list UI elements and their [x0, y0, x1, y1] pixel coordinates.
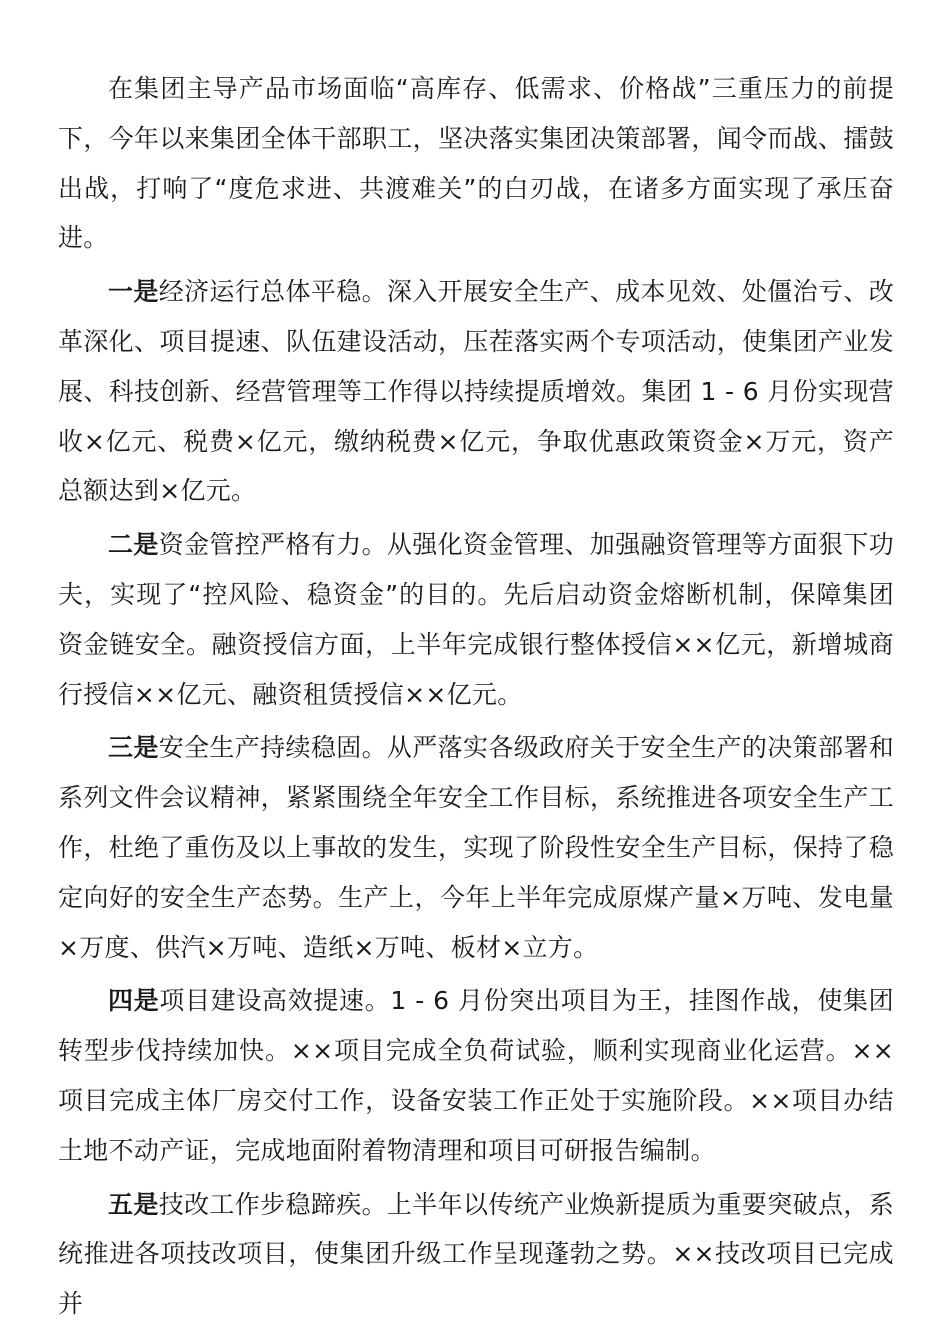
section-paragraph — [58, 723, 894, 972]
section-lead: 三是 — [108, 733, 159, 763]
section-lead: 二是 — [108, 530, 159, 560]
section-text: 技改工作步稳蹄疾。上半年以传统产业焕新提质为重要突破点，系统推进各项技改项目，使集团升级工作呈现蓬勃之势。××技改项目已完成并 — [58, 1189, 894, 1319]
section-paragraph — [58, 267, 894, 516]
intro-paragraph: 在集团主导产品市场面临“高库存、低需求、价格战”三重压力的前提下，今年以来集团全体干部职工，坚决落实集团决策部署，闻令而战、擂鼓出战，打响了“度危求进、共渡难关”的白刃战，在诸多方面实现了承压奋进。 — [58, 74, 894, 253]
section-paragraph — [58, 520, 894, 719]
document-body — [58, 64, 894, 1333]
section-paragraph — [58, 976, 894, 1175]
section-text: 项目建设高效提速。1 - 6 月份突出项目为王，挂图作战，使集团转型步伐持续加快。××项目完成全负荷试验，顺利实现商业化运营。××项目完成主体厂房交付工作，设备安装工作正处于实施阶段。××项目办结土地不动产证，完成地面附着物清理和项目可研报告编制。 — [58, 986, 894, 1165]
section-paragraph — [58, 1180, 894, 1329]
section-lead: 五是 — [108, 1189, 159, 1219]
section-text: 资金管控严格有力。从强化资金管理、加强融资管理等方面狠下功夫，实现了“控风险、稳资金”的目的。先后启动资金熔断机制，保障集团资金链安全。融资授信方面，上半年完成银行整体授信××亿元，新增城商行授信××亿元、融资租赁授信××亿元。 — [58, 530, 894, 709]
section-text: 经济运行总体平稳。深入开展安全生产、成本见效、处僵治亏、改革深化、项目提速、队伍建设活动，压茬落实两个专项活动，使集团产业发展、科技创新、经营管理等工作得以持续提质增效。集团 1 - 6 月份实现营收×亿元、税费×亿元，缴纳税费×亿元，争取优惠政策资金×万元，资产总额达到×亿元。 — [58, 277, 894, 506]
section-lead: 四是 — [108, 986, 160, 1016]
section-text: 安全生产持续稳固。从严落实各级政府关于安全生产的决策部署和系列文件会议精神，紧紧围绕全年安全工作目标，系统推进各项安全生产工作，杜绝了重伤及以上事故的发生，实现了阶段性安全生产目标，保持了稳定向好的安全生产态势。生产上，今年上半年完成原煤产量×万吨、发电量×万度、供汽×万吨、造纸×万吨、板材×立方。 — [58, 733, 894, 962]
section-lead: 一是 — [108, 277, 159, 307]
